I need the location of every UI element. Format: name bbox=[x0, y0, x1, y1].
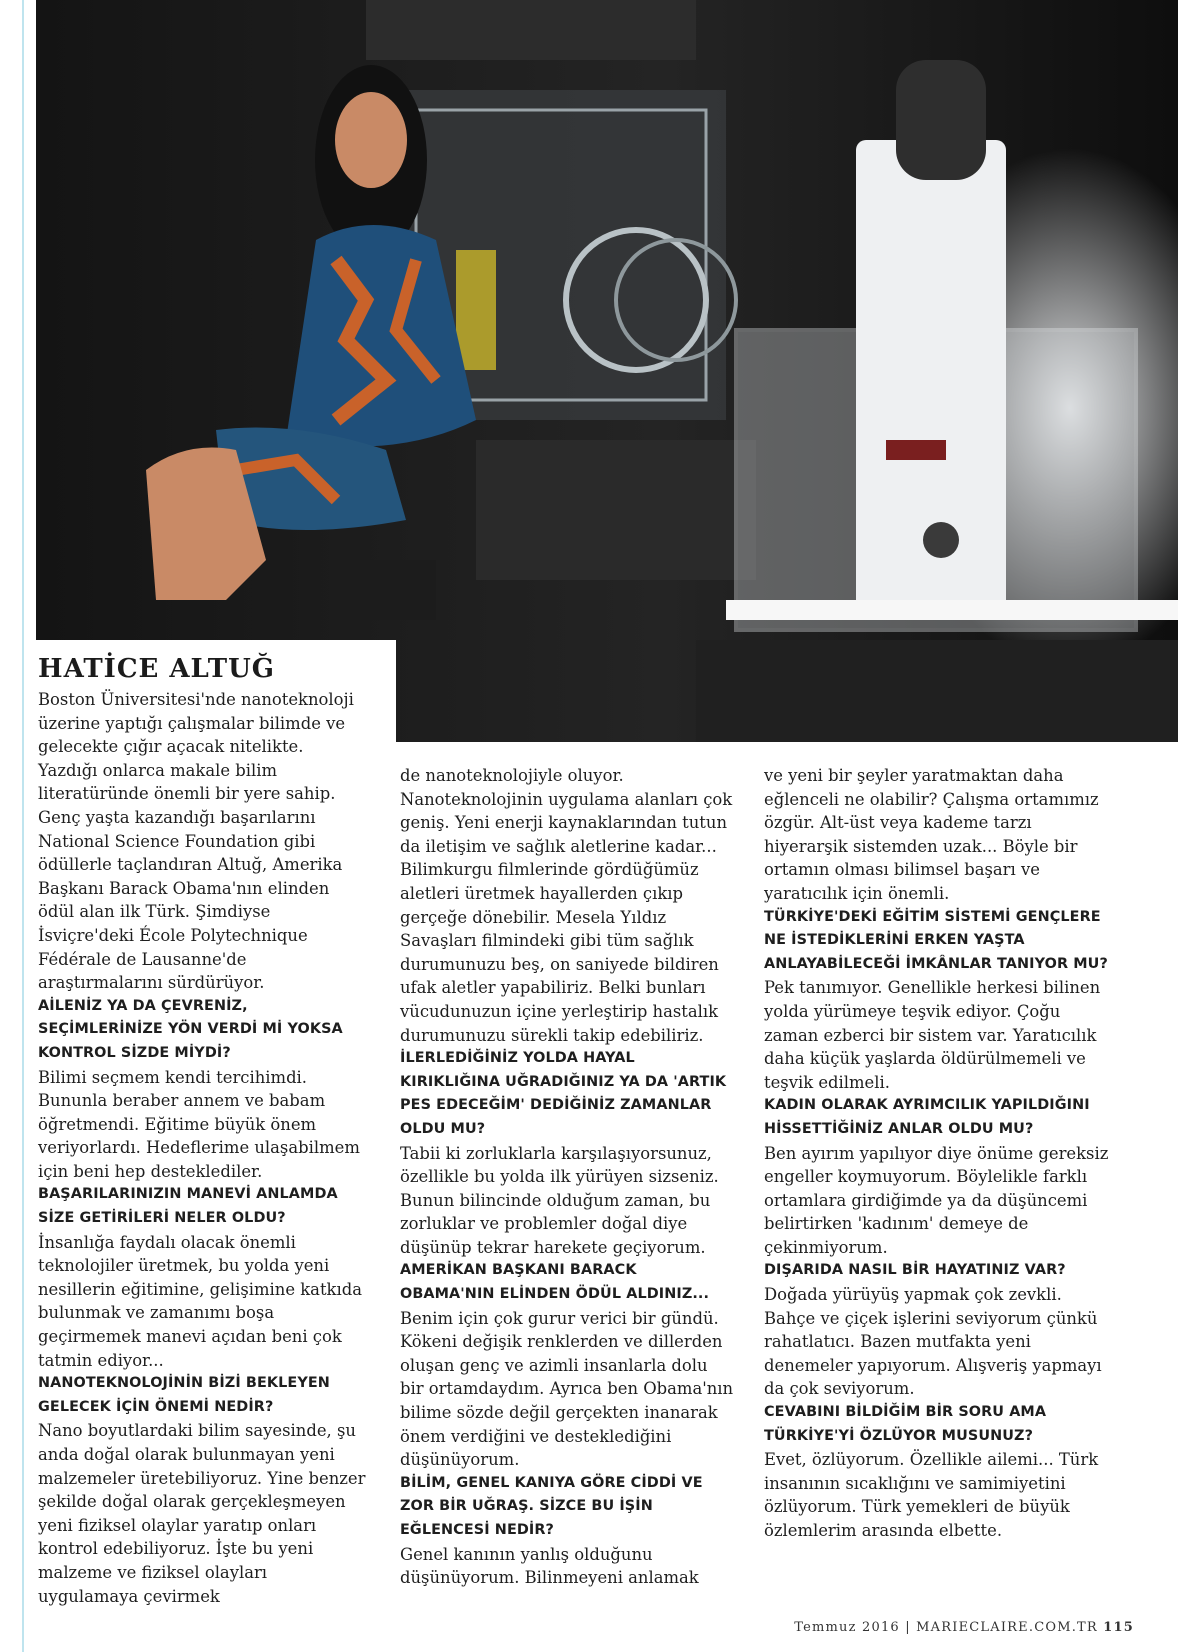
answer-3: Nano boyutlardaki bilim sayesinde, şu anda doğal olarak bulunmayan yeni malzemeler üretebiliyoruz. Yine benzer şekilde doğal olarak gerçekleşmeyen yeni fiziksel olaylar yaratıp onları kontrol edebiliyoruz. İşte bu yeni malzeme ve fiziksel olayları uygulamaya çevirmek bbox=[38, 1421, 366, 1606]
page-footer bbox=[794, 1620, 1134, 1635]
answer-7: Pek tanımıyor. Genellikle herkesi bilinen yolda yürümeye teşvik ediyor. Çoğu zaman ezberci bir sistem var. Yaratıcılık daha küçük yaşlarda öldürülmemeli ve teşvik edilmeli. bbox=[764, 978, 1101, 1092]
question-7: TÜRKİYE'DEKİ EĞİTİM SİSTEMİ GENÇLERE NE İSTEDİKLERİNİ ERKEN YAŞTA ANLAYABİLECEĞİ İMKÂNLAR TANIYOR MU? bbox=[764, 908, 1108, 972]
answer-2: İnsanlığa faydalı olacak önemli teknolojiler üretmek, bu yolda yeni nesillerin eğitimine, gelişimine katkıda bulunmak ve zamanımı boşa geçirmemek manevi açıdan beni çok tatmin ediyor... bbox=[38, 1232, 362, 1370]
answer-8: Ben ayırım yapılıyor diye önüme gereksiz engeller koymuyorum. Böylelikle farklı ortamlara girdiğimde ya da düşüncemi belirtirken 'kadınım' demeye de çekinmiyorum. bbox=[764, 1143, 1109, 1257]
question-8: KADIN OLARAK AYRIMCILIK YAPILDIĞINI HİSSETTİĞİNİZ ANLAR OLDU MU? bbox=[764, 1097, 1090, 1137]
answer-5: Benim için çok gurur verici bir gündü. Kökeni değişik renklerden ve dillerden oluşan genç ve azimli insanlarla dolu bir ortamdaydım. Ayrıca ben Obama'nın bilime sözde değil gerçekten inanarak önem verdiğini ve desteklediğini düşünüyorum. bbox=[400, 1308, 734, 1470]
question-10: CEVABINI BİLDİĞİM BİR SORU AMA TÜRKİYE'Yİ ÖZLÜYOR MUSUNUZ? bbox=[764, 1404, 1047, 1444]
question-9: DIŞARIDA NASIL BİR HAYATINIZ VAR? bbox=[764, 1262, 1066, 1279]
page-number: 115 bbox=[1103, 1620, 1134, 1635]
footer-site: MARIECLAIRE.COM.TR bbox=[916, 1620, 1098, 1635]
question-1: AİLENİZ YA DA ÇEVRENİZ, SEÇİMLERİNİZE YÖN VERDİ Mİ YOKSA KONTROL SİZDE MİYDİ? bbox=[38, 997, 343, 1061]
question-6: BİLİM, GENEL KANIYA GÖRE CİDDİ VE ZOR BİR UĞRAŞ. SİZCE BU İŞİN EĞLENCESİ NEDİR? bbox=[400, 1474, 703, 1538]
answer-4: Tabii ki zorluklarla karşılaşıyorsunuz, özellikle bu yolda ilk yürüyen sizseniz. Bunun bilincinde olduğum zaman, bu zorluklar ve problemler doğal diye düşünüp tekrar harekete geçiyorum. bbox=[400, 1143, 719, 1257]
answer-9: Doğada yürüyüş yapmak çok zevkli. Bahçe ve çiçek işlerini seviyorum çünkü rahatlatıcı. Bazen mutfakta yeni denemeler yapıyorum. Alışveriş yapmayı da çok seviyorum. bbox=[764, 1285, 1102, 1399]
intro-paragraph: Boston Üniversitesi'nde nanoteknoloji üzerine yaptığı çalışmalar bilimde ve gelecekte çığır açacak nitelikte. Yazdığı onlarca makale bilim literatüründe önemli bir yere sahip. Genç yaşta kazandığı başarılarını National Science Foundation gibi ödüllerle taçlandıran Altuğ, Amerika Başkanı Barack Obama'nın elinden ödül alan ilk Türk. Şimdiyse İsviçre'deki École Polytechnique Fédérale de Lausanne'de araştırmalarını sürdürüyor. bbox=[38, 690, 354, 993]
answer-6: Genel kanının yanlış olduğunu düşünüyorum. Bilinmeyeni anlamak bbox=[400, 1544, 699, 1588]
article-title: HATİCE ALTUĞ bbox=[38, 654, 275, 684]
column-1 bbox=[38, 688, 368, 1608]
answer-6-continued: ve yeni bir şeyler yaratmaktan daha eğlenceli ne olabilir? Çalışma ortamımız özgür. Alt-üst veya kademe tarzı hiyerarşik sistemden uzak... Böyle bir ortamın olması bilimsel başarı ve yaratıcılık için önemli. bbox=[764, 766, 1099, 903]
answer-1: Bilimi seçmem kendi tercihimdi. Bununla beraber annem ve babam öğretmendi. Eğitime büyük önem veriyorlardı. Hedeflerime ulaşabilmem için beni hep desteklediler. bbox=[38, 1067, 360, 1181]
question-3: NANOTEKNOLOJİNİN BİZİ BEKLEYEN GELECEK İÇİN ÖNEMİ NEDİR? bbox=[38, 1375, 330, 1415]
lab-photo-illustration bbox=[36, 0, 1178, 742]
lab-photo bbox=[36, 0, 1178, 742]
column-2 bbox=[400, 764, 735, 1590]
question-2: BAŞARILARINIZIN MANEVİ ANLAMDA SİZE GETİRİLERİ NELER OLDU? bbox=[38, 1186, 338, 1227]
question-4: İLERLEDİĞİNİZ YOLDA HAYAL KIRIKLIĞINA UĞRADIĞINIZ YA DA 'ARTIK PES EDECEĞİM' DEDİĞİNİZ ZAMANLAR OLDU MU? bbox=[400, 1050, 727, 1137]
footer-separator: | bbox=[905, 1620, 911, 1635]
footer-date: Temmuz 2016 bbox=[794, 1620, 900, 1635]
answer-10: Evet, özlüyorum. Özellikle ailemi... Türk insanının sıcaklığını ve samimiyetini özlüyorum. Türk yemekleri de büyük özlemlerim arasında elbette. bbox=[764, 1450, 1099, 1540]
column-3 bbox=[764, 764, 1114, 1543]
page-edge-line bbox=[22, 0, 24, 1652]
answer-3-continued: de nanoteknolojiyle oluyor. Nanoteknolojinin uygulama alanları çok geniş. Yeni enerji kaynaklarından tutun da iletişim ve sağlık aletlerine kadar... Bilimkurgu filmlerinde gördüğümüz aletleri üretmek hayallerden çıkıp gerçeğe dönebilir. Mesela Yıldız Savaşları filmindeki gibi tüm sağlık durumunuzu beş, on saniyede bildiren ufak aletler yapabiliriz. Belki bunları vücudunuzun içine yerleştirip hastalık durumunuzu sürekli takip edebiliriz. bbox=[400, 766, 733, 1045]
question-5: AMERİKAN BAŞKANI BARACK OBAMA'NIN ELİNDEN ÖDÜL ALDINIZ... bbox=[400, 1262, 710, 1303]
